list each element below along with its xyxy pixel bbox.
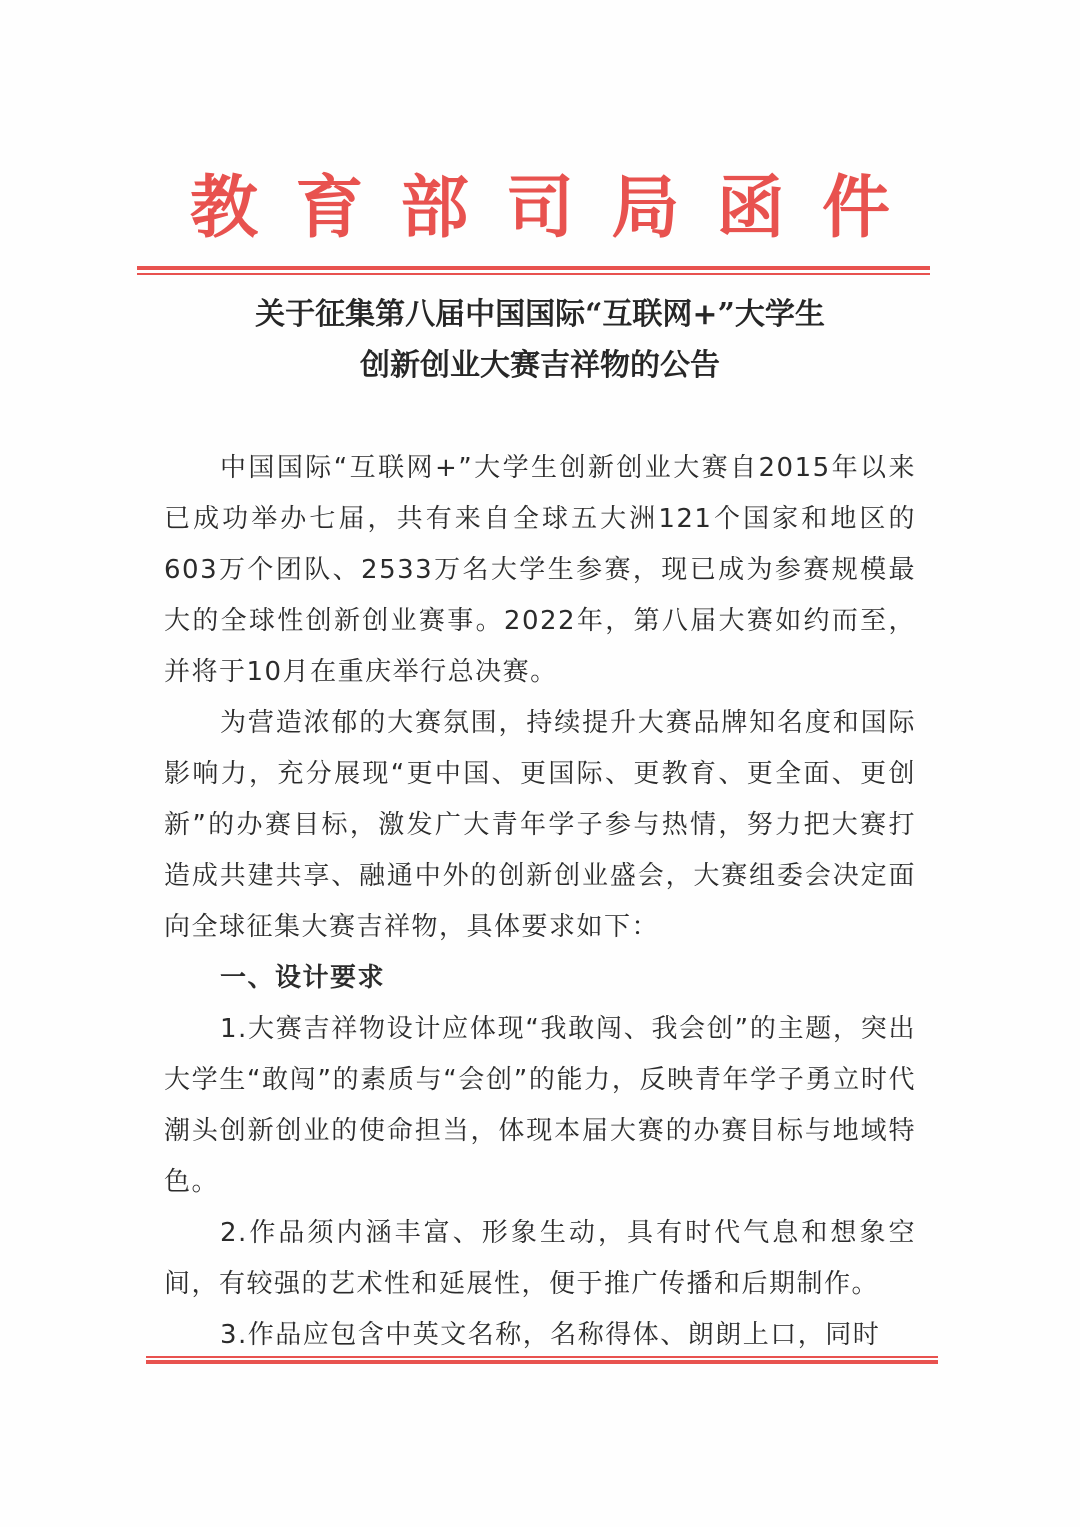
notice-title-line1: 关于征集第八届中国国际“互联网+”大学生 — [255, 297, 825, 332]
paragraph-purpose: 为营造浓郁的大赛氛围，持续提升大赛品牌知名度和国际影响力，充分展现“更中国、更国际、更教育、更全面、更创新”的办赛目标，激发广大青年学子参与热情，努力把大赛打造成共建共享、融通中外的创新创业盛会，大赛组委会决定面向全球征集大赛吉祥物，具体要求如下： — [164, 708, 916, 942]
notice-title-line2: 创新创业大赛吉祥物的公告 — [360, 348, 720, 383]
header-rule-thick — [137, 266, 930, 270]
header-rule-thin — [137, 273, 930, 275]
paragraph-intro: 中国国际“互联网+”大学生创新创业大赛自2015年以来已成功举办七届，共有来自全球五大洲121个国家和地区的603万个团队、2533万名大学生参赛，现已成为参赛规模最大的全球性创新创业赛事。2022年，第八届大赛如约而至，并将于10月在重庆举行总决赛。 — [164, 453, 916, 687]
letterhead-char: 司 — [505, 168, 574, 248]
footer-rule-thin — [146, 1356, 938, 1358]
letterhead-char: 函 — [716, 168, 785, 248]
notice-body — [164, 443, 916, 1361]
requirement-item-1: 1.大赛吉祥物设计应体现“我敢闯、我会创”的主题，突出大学生“敢闯”的素质与“会创”的能力，反映青年学子勇立时代潮头创新创业的使命担当，体现本届大赛的办赛目标与地域特色。 — [164, 1014, 916, 1197]
letterhead-char: 件 — [821, 168, 890, 248]
letterhead-char: 教 — [190, 168, 259, 248]
requirement-item-2: 2.作品须内涵丰富、形象生动，具有时代气息和想象空间，有较强的艺术性和延展性，便于推广传播和后期制作。 — [164, 1218, 916, 1299]
letterhead-char: 局 — [611, 168, 680, 248]
letterhead-char: 部 — [400, 168, 469, 248]
letterhead-char: 育 — [295, 168, 364, 248]
requirement-item-3: 3.作品应包含中英文名称，名称得体、朗朗上口，同时 — [220, 1320, 881, 1350]
letterhead-title — [190, 168, 890, 248]
footer-rule-thick — [146, 1360, 938, 1364]
section-heading-design: 一、设计要求 — [220, 963, 386, 993]
